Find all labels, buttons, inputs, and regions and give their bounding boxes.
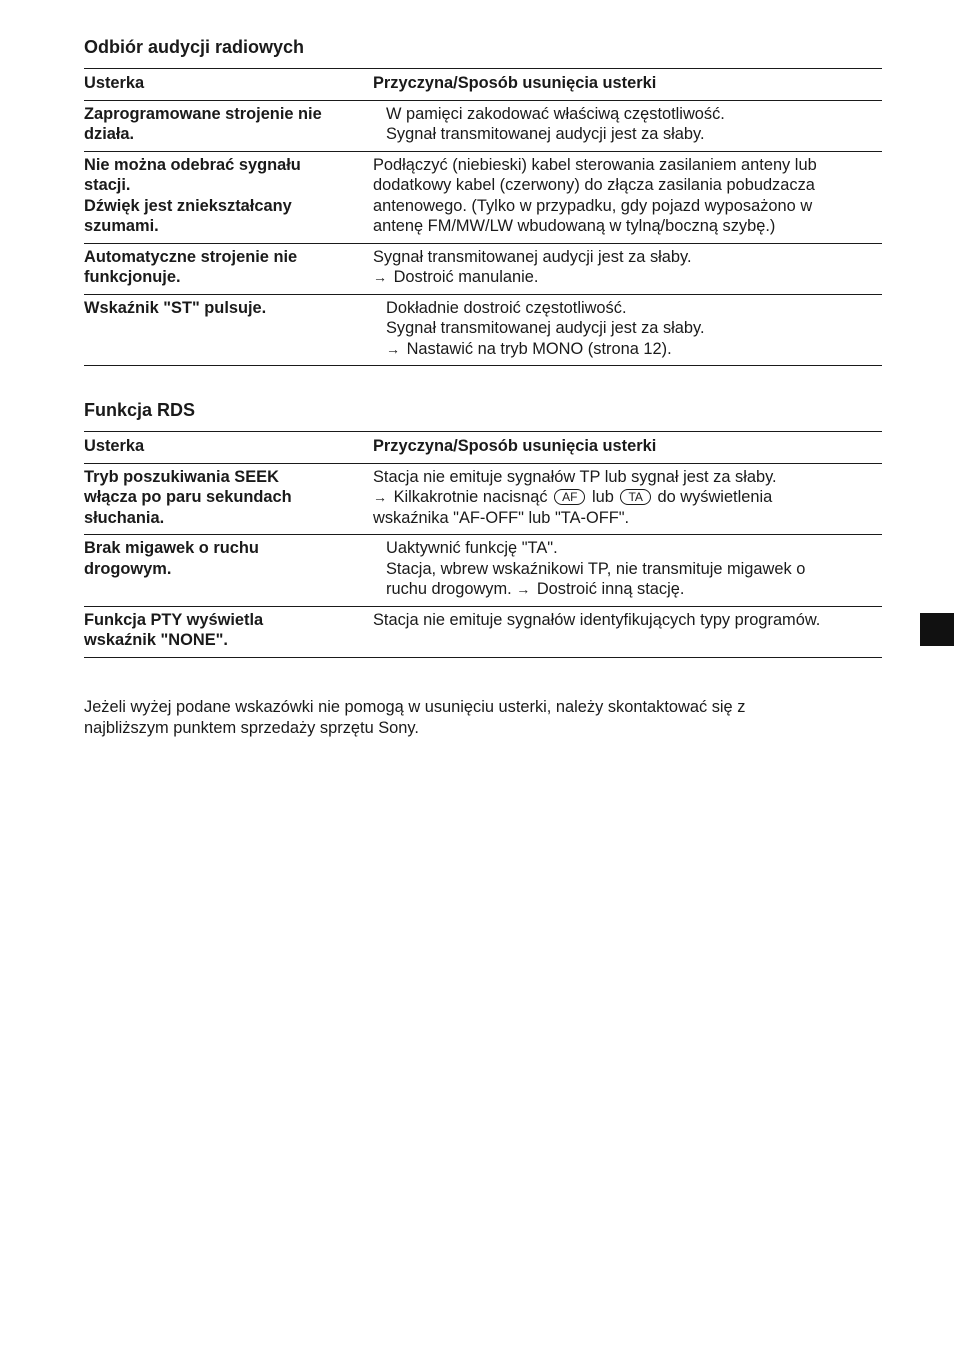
solution-line (373, 487, 882, 508)
problem-cell (84, 294, 373, 366)
table-row (84, 606, 882, 657)
problem-cell (84, 243, 373, 294)
table-row (84, 243, 882, 294)
solution-line: Sygnał transmitowanej audycji jest za słaby. (386, 319, 705, 337)
table-row (84, 463, 882, 535)
problem-cell (84, 463, 373, 535)
problem-cell (84, 606, 373, 657)
solution-line: Dokładnie dostroić częstotliwość. (386, 298, 627, 317)
solution-cell (373, 151, 882, 243)
solution-text: Dostroić inną stację. (536, 580, 685, 598)
solution-line (373, 339, 882, 360)
problem-line: Funkcja PTY wyświetla (84, 610, 264, 629)
af-button-icon: AF (554, 489, 585, 505)
solution-line: Stacja nie emituje sygnałów TP lub sygnał jest za słaby. (373, 467, 777, 486)
solution-line: Sygnał transmitowanej audycji jest za słaby. (373, 247, 692, 266)
solution-cell (373, 243, 882, 294)
solution-line: dodatkowy kabel (czerwony) do złącza zasilania pobudzacza (373, 176, 815, 194)
contact-note (84, 697, 864, 739)
problem-line: funkcjonuje. (84, 268, 181, 286)
problem-line: drogowym. (84, 559, 172, 578)
solution-text: ruchu drogowym. (386, 580, 512, 598)
solution-cell (373, 100, 882, 151)
solution-text: do wyświetlenia (657, 488, 773, 506)
table-row (84, 151, 882, 243)
solution-text: lub (592, 488, 614, 506)
column-header-problem: Usterka (84, 437, 145, 455)
column-header-solution: Przyczyna/Sposób usunięcia usterki (373, 74, 657, 92)
arrow-right-icon: → (516, 581, 531, 597)
solution-line: Stacja, wbrew wskaźnikowi TP, nie transmituje migawek o (386, 559, 806, 578)
solution-cell (373, 463, 882, 535)
arrow-right-icon: → (386, 340, 400, 357)
problem-line: Brak migawek o ruchu (84, 539, 259, 557)
problem-line: wskaźnik "NONE". (84, 631, 228, 649)
solution-line: wskaźnika "AF-OFF" lub "TA-OFF". (373, 508, 630, 527)
problem-line: Tryb poszukiwania SEEK (84, 467, 279, 486)
problem-line: Zaprogramowane strojenie nie (84, 104, 322, 123)
problem-line: słuchania. (84, 508, 165, 527)
solution-line: antenowego. (Tylko w przypadku, gdy pojazd wyposażono w (373, 196, 813, 215)
section-title-rds: Funkcja RDS (84, 400, 196, 420)
table-header-row (84, 432, 882, 464)
problem-line: Dźwięk jest zniekształcany (84, 196, 292, 215)
solution-line: Uaktywnić funkcję "TA". (386, 539, 558, 557)
problem-line: Automatyczne strojenie nie (84, 247, 298, 266)
solution-text: Nastawić na tryb MONO (strona 12). (406, 339, 672, 358)
solution-line: antenę FM/MW/LW wbudowaną w tylną/boczną szybę.) (373, 217, 776, 235)
ta-button-icon: TA (620, 489, 650, 505)
solution-cell (373, 606, 882, 657)
solution-line (373, 579, 882, 600)
solution-text: Dostroić manulanie. (393, 268, 539, 286)
problem-line: Wskaźnik "ST" pulsuje. (84, 298, 267, 317)
solution-cell (373, 535, 882, 607)
problem-line: Nie można odebrać sygnału (84, 155, 301, 174)
table-row (84, 100, 882, 151)
troubleshooting-table-rds (84, 431, 882, 658)
table-row (84, 294, 882, 366)
solution-line: Sygnał transmitowanej audycji jest za słaby. (386, 125, 705, 143)
arrow-right-icon: → (373, 489, 387, 505)
solution-line (373, 267, 882, 288)
arrow-right-icon: → (373, 269, 387, 285)
table-header-row (84, 69, 882, 101)
section-tab-marker (920, 613, 954, 646)
problem-line: szumami. (84, 217, 159, 235)
solution-line: W pamięci zakodować właściwą częstotliwość. (386, 104, 725, 123)
troubleshooting-table-radio (84, 68, 882, 366)
solution-line: Stacja nie emituje sygnałów identyfikujących typy programów. (373, 610, 821, 629)
problem-line: stacji. (84, 176, 131, 194)
note-line: Jeżeli wyżej podane wskazówki nie pomogą w usunięciu usterki, należy skontaktować się z (84, 698, 746, 716)
page-content (84, 36, 882, 658)
solution-cell (373, 294, 882, 366)
problem-line: działa. (84, 125, 135, 143)
problem-cell (84, 100, 373, 151)
column-header-problem: Usterka (84, 74, 145, 92)
table-row (84, 535, 882, 607)
note-line: najbliższym punktem sprzedaży sprzętu Sony. (84, 719, 419, 737)
section-title-radio: Odbiór audycji radiowych (84, 37, 305, 57)
solution-text: Kilkakrotnie nacisnąć (393, 488, 548, 506)
solution-line: Podłączyć (niebieski) kabel sterowania zasilaniem anteny lub (373, 155, 817, 174)
problem-cell (84, 535, 373, 607)
problem-line: włącza po paru sekundach (84, 488, 292, 506)
column-header-solution: Przyczyna/Sposób usunięcia usterki (373, 437, 657, 455)
problem-cell (84, 151, 373, 243)
